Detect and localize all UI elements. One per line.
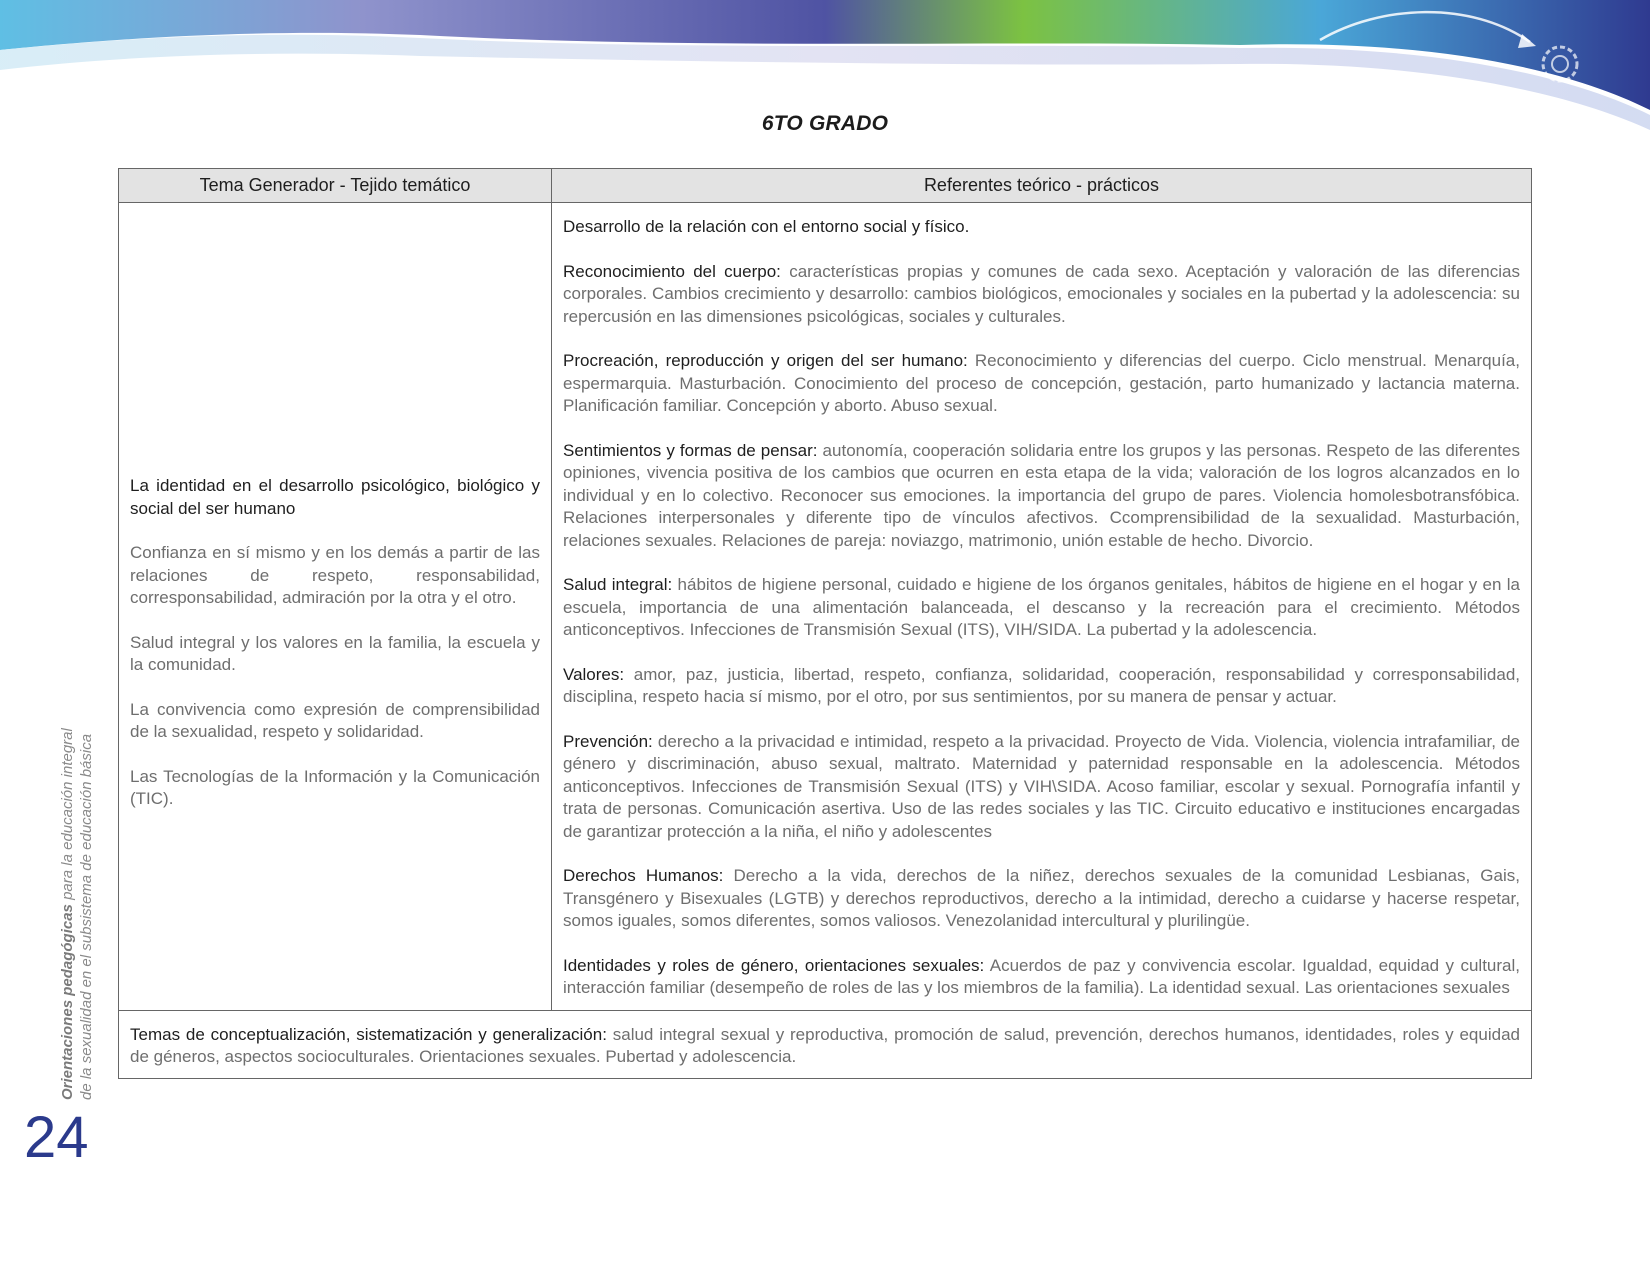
side-caption-line2: de la sexualidad en el subsistema de educación básica (78, 733, 95, 1100)
tema-item: Salud integral y los valores en la familia, la escuela y la comunidad. (130, 632, 540, 674)
section-label: Procreación, reproducción y origen del ser humano: (563, 351, 968, 370)
section-label: Prevención: (563, 731, 653, 751)
section-label: Reconocimiento del cuerpo: (563, 261, 781, 281)
tema-generador-cell (119, 203, 552, 1011)
header-referentes: Referentes teórico - prácticos (552, 169, 1532, 203)
conceptualizacion-text (130, 1024, 1520, 1069)
section-text: derecho a la privacidad e intimidad, respeto a la privacidad. Proyecto de Vida. Violencia, violencia intrafamiliar, de género y discriminación, abuso sexual, maltrato. Maternidad y paternidad responsable en la adolescencia. Métodos anticonceptivos. Infecciones de Transmisión Sexual (ITS) y VIH\SIDA. Acoso familiar, escolar y sexual. Pornografía infantil y trata de personas. Comunicación asertiva. Uso de las redes sociales y las TIC. Circuito educativo e instituciones encargadas de garantizar protección a la niña, el niño y adolescentes (563, 731, 1520, 841)
conceptualizacion-label: Temas de conceptualización, sistematización y generalización: (130, 1024, 607, 1044)
header-banner (0, 0, 1650, 130)
section-text: Acuerdos de paz y convivencia escolar. Igualdad, equidad y cultural, interacción familiar (desempeño de roles de las y los miembros de la familia). La identidad sexual. Las orientaciones sexuales (563, 955, 1520, 997)
section-label: Derechos Humanos: (563, 866, 724, 885)
section-text: Reconocimiento y diferencias del cuerpo. Ciclo menstrual. Menarquía, espermarquia. Masturbación. Conocimiento del proceso de concepción, gestación, parto humanizado y lactancia materna. Planificación familiar. Concepción y aborto. Abuso sexual. (563, 351, 1520, 415)
side-caption-rest: para la educación integral (59, 728, 76, 905)
tema-item: La convivencia como expresión de comprensibilidad de la sexualidad, respeto y solidaridad. (130, 699, 540, 741)
side-caption-bold: Orientaciones pedagógicas (59, 904, 76, 1100)
section-label: Valores: (563, 664, 625, 684)
referente-section (563, 350, 1520, 418)
tema-item: Confianza en sí mismo y en los demás a partir de las relaciones de respeto, responsabilidad, corresponsabilidad, admiración por la otra y el otro. (130, 543, 540, 607)
referentes-cell (552, 203, 1532, 1011)
section-text: características propias y comunes de cada sexo. Aceptación y valoración de las diferencias corporales. Cambios crecimiento y desarrollo: cambios biológicos, emocionales y sociales en la pubertad y la adolescencia: su repercusión en las dimensiones psicológicas, sociales y culturales. (563, 261, 1520, 326)
referente-section (563, 731, 1520, 844)
conceptualizacion-body: salud integral sexual y reproductiva, promoción de salud, prevención, derechos humanos, identidades, roles y equidad de géneros, aspectos socioculturales. Orientaciones sexuales. Pubertad y adolescencia. (130, 1024, 1520, 1066)
section-text: Derecho a la vida, derechos de la niñez, derechos sexuales de la comunidad Lesbianas, Gais, Transgénero y Bisexuales (LGTB) y derechos reproductivos, derecho a la intimidad, derecho a cuidarse y hacerse respetar, somos iguales, somos diferentes, somos valiosos. Venezolanidad intercultural y plurilingüe. (563, 866, 1520, 930)
tema-item: Las Tecnologías de la Información y la Comunicación (TIC). (130, 766, 540, 808)
referente-section (563, 955, 1520, 1000)
tema-heading: La identidad en el desarrollo psicológico, biológico y social del ser humano (130, 476, 540, 518)
header-tema-generador: Tema Generador - Tejido temático (119, 169, 552, 203)
referente-section (563, 664, 1520, 709)
section-label: Sentimientos y formas de pensar: (563, 440, 818, 460)
referente-section (563, 574, 1520, 642)
section-text: autonomía, cooperación solidaria entre los grupos y las personas. Respeto de las diferentes opiniones, vivencia positiva de los cambios que ocurren en esta etapa de la vida; valoración de los logros alcanzados en lo individual y en lo colectivo. Reconocer sus emociones. la importancia del grupo de pares. Violencia homolesbotransfóbica. Relaciones interpersonales y diferente tipo de vínculos afectivos. Ccomprensibilidad de la sexualidad. Masturbación, relaciones sexuales. Relaciones de pareja: noviazgo, matrimonio, unión estable de hecho. Divorcio. (563, 440, 1521, 550)
section-label: Salud integral: (563, 575, 673, 594)
section-text: amor, paz, justicia, libertad, respeto, confianza, solidaridad, cooperación, responsabilidad y corresponsabilidad, disciplina, respeto hacia sí mismo, por el otro, por sus sentimientos, por su manera de pensar y actuar. (563, 664, 1520, 706)
conceptualizacion-cell (119, 1010, 1532, 1078)
section-label: Identidades y roles de género, orientaciones sexuales: (563, 955, 985, 975)
side-caption (58, 700, 96, 1100)
page-title: 6TO GRADO (761, 112, 889, 135)
referente-section (563, 440, 1520, 553)
table-header-row (119, 169, 1532, 203)
page-number: 24 (24, 1105, 89, 1170)
section-text: hábitos de higiene personal, cuidado e higiene de los órganos genitales, hábitos de higiene en el hogar y en la escuela, importancia de una alimentación balanceada, el descanso y la recreación para el crecimiento. Métodos anticonceptivos. Infecciones de Transmisión Sexual (ITS), VIH/SIDA. La pubertad y la adolescencia. (563, 575, 1520, 639)
banner-graphic (0, 0, 1650, 130)
referente-section (563, 261, 1520, 329)
referente-section (563, 865, 1520, 933)
table-row (119, 203, 1532, 1011)
referentes-intro: Desarrollo de la relación con el entorno social y físico. (563, 217, 970, 236)
table-row (119, 1010, 1532, 1078)
curriculum-table (118, 168, 1532, 1079)
